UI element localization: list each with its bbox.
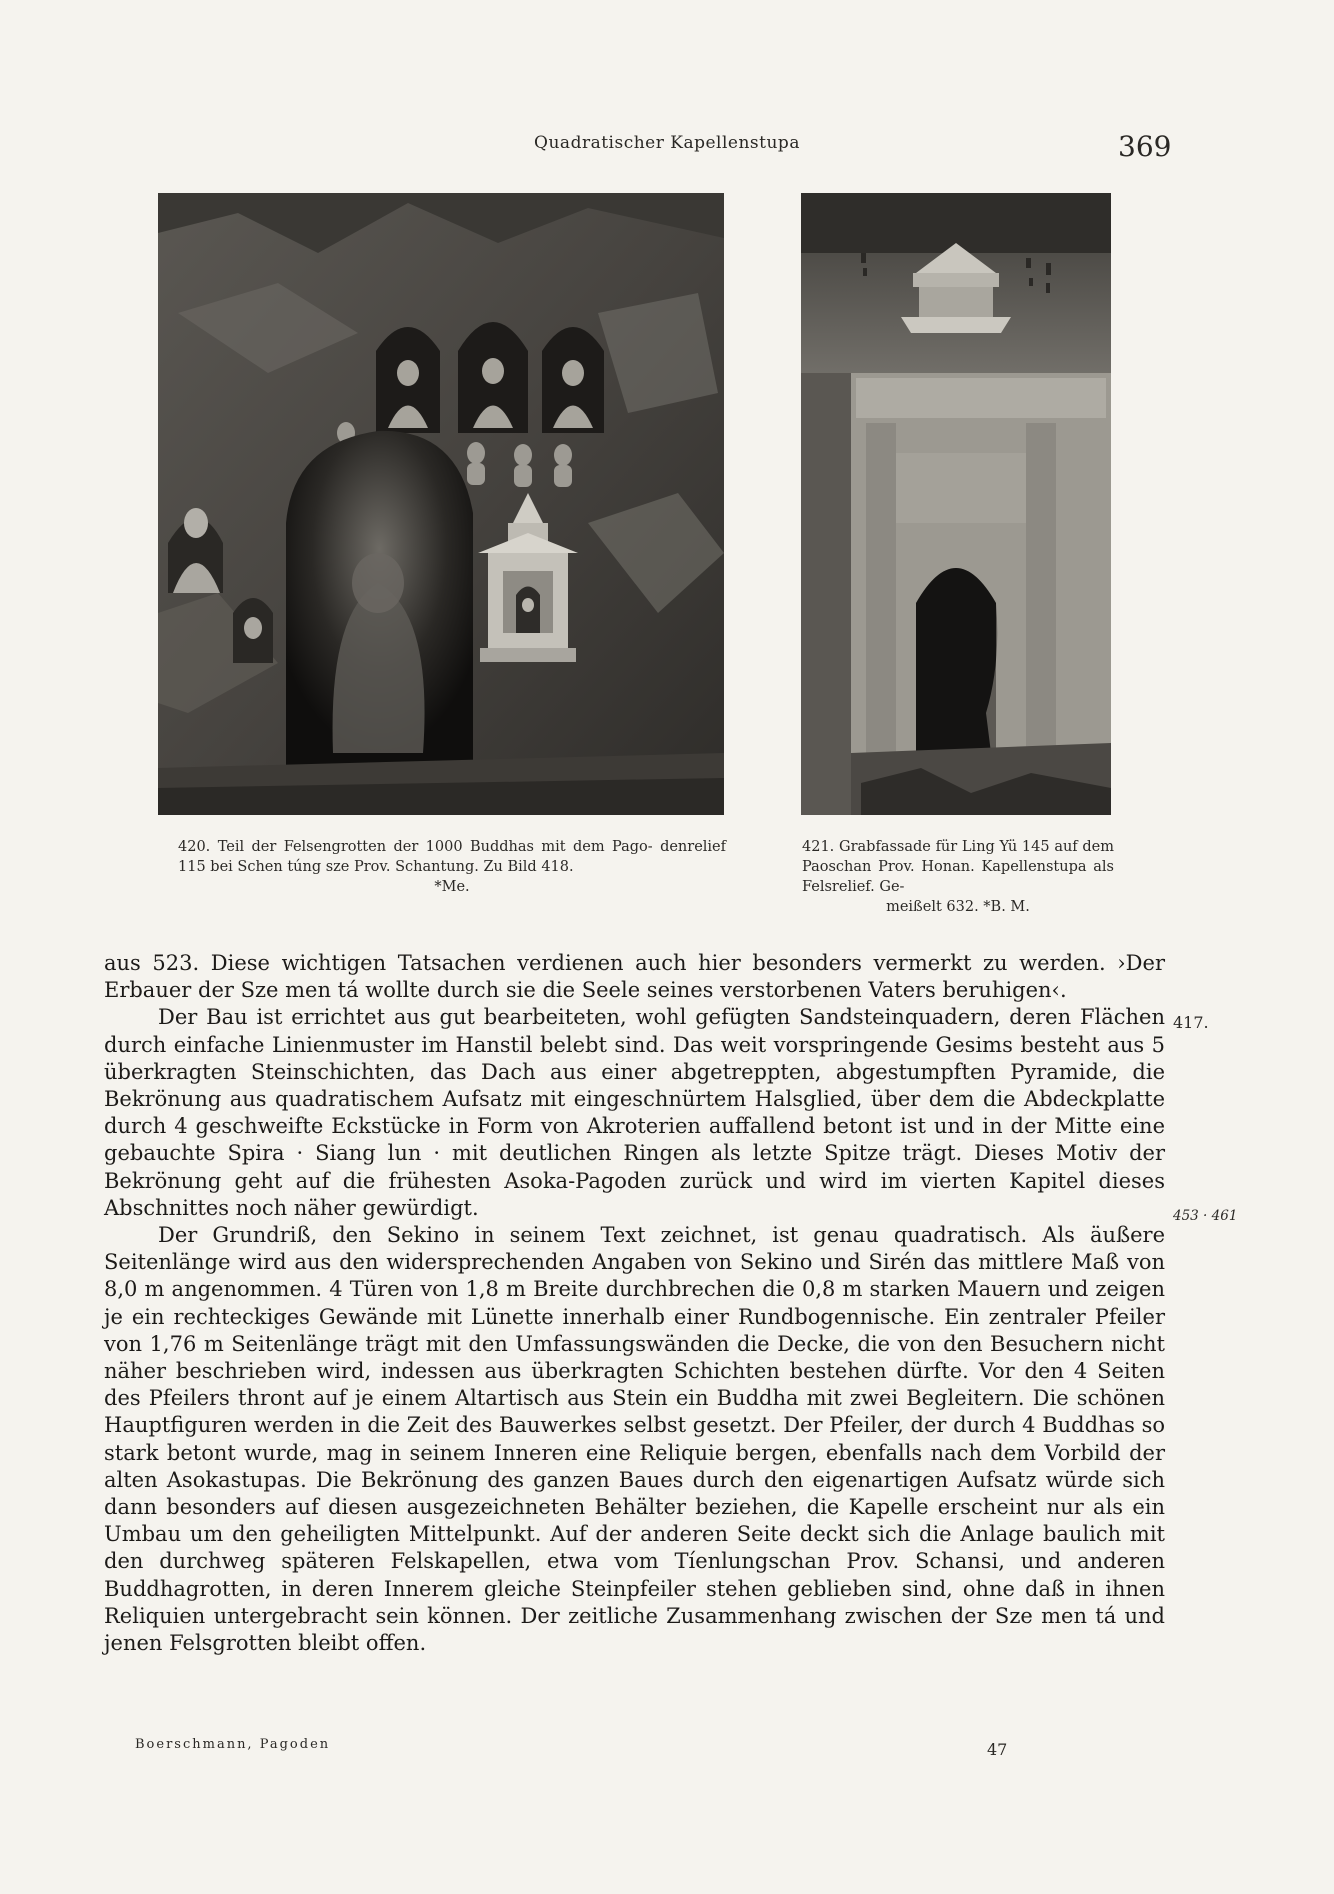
grave-facade-image — [801, 193, 1111, 815]
margin-reference: 453 · 461 — [1173, 1208, 1238, 1224]
caption-credit: *Me. — [434, 879, 470, 895]
caption-credit: meißelt 632. *B. M. — [886, 899, 1030, 915]
caption-line: auf dem Paoschan Prov. Honan. — [802, 839, 1115, 875]
paragraph: Der Bau ist errichtet aus gut bearbeiteten, wohl gefügten Sandsteinquadern, deren Flächen durch einfache Linienmuster im Hanstil belebt sind. Das weit vorspringende Gesims besteht aus 5 überkragten Steinschichten, das Dach aus einer abgetreppten, abgestumpften Pyramide, die Bekrönung aus quadratischem Aufsatz mit eingeschnürtem Halsglied, über dem die Abdeckplatte durch 4 geschweifte Eckstücke in Form von Akroterien auffallend betont ist und in der Mitte eine gebauchte Spira · Siang lun · mit deutlichen Ringen als letzte Spitze trägt. Dieses Motiv der Bekrönung geht auf die frühesten Asoka-Pagoden zurück und wird im vierten Kapitel dieses Abschnittes noch näher gewürdigt. — [104, 1005, 1165, 1220]
page-header-title: Quadratischer Kapellenstupa — [534, 133, 800, 153]
figure-420-caption — [178, 837, 726, 897]
page-number: 369 — [1118, 130, 1172, 163]
figure-421-photo — [801, 193, 1111, 815]
body-text — [104, 950, 1165, 1657]
figure-421-caption — [802, 837, 1114, 917]
margin-reference: 417. — [1173, 1013, 1209, 1032]
rock-grottoes-image — [158, 193, 724, 815]
caption-line: Kapellenstupa als Felsrelief. Ge- — [802, 859, 1115, 895]
figure-420-photo — [158, 193, 724, 815]
footer-author: Boerschmann, Pagoden — [135, 1737, 331, 1752]
paragraph: aus 523. Diese wichtigen Tatsachen verdienen auch hier besonders vermerkt zu werden. ›Der Erbauer der Sze men tá wollte durch sie die Seele seines verstorbenen Vaters beruhigen‹. — [104, 951, 1165, 1003]
caption-line: 421. Grabfassade für Ling Yü 145 — [802, 839, 1050, 855]
paragraph: Der Grundriß, den Sekino in seinem Text zeichnet, ist genau quadratisch. Als äußere Seitenlänge wird aus den widersprechenden Angaben von Sekino und Sirén das mittlere Maß von 8,0 m angenommen. 4 Türen von 1,8 m Breite durchbrechen die 0,8 m starken Mauern und zeigen je ein rechteckiges Gewände mit Lünette innerhalb einer Rundbogennische. Ein zentraler Pfeiler von 1,76 m Seitenlänge trägt mit den Umfassungswänden die Decke, die von den Besuchern nicht näher beschrieben wird, indessen aus überkragten Schichten bestehen dürfte. Vor den 4 Seiten des Pfeilers thront auf je einem Altartisch aus Stein ein Buddha mit zwei Begleitern. Die schönen Hauptfiguren werden in die Zeit des Bauwerkes selbst gesetzt. Der Pfeiler, der durch 4 Buddhas so stark betont wurde, mag in seinem Inneren eine Reliquie bergen, ebenfalls nach dem Vorbild der alten Asokastupas. Die Bekrönung des ganzen Baues durch den eigenartigen Aufsatz würde sich dann besonders auf diesen ausgezeichneten Behälter beziehen, die Kapelle erscheint nur als ein Umbau um den geheiligten Mittelpunkt. Auf der anderen Seite deckt sich die Anlage baulich mit den durchweg späteren Felskapellen, etwa vom Tíenlungschan Prov. Schansi, und anderen Buddhagrotten, in deren Innerem gleiche Steinpfeiler stehen geblieben sind, ohne daß in ihnen Reliquien untergebracht sein können. Der zeitliche Zusammenhang zwischen der Sze men tá und jenen Felsgrotten bleibt offen. — [104, 1223, 1165, 1656]
signature-mark: 47 — [987, 1740, 1008, 1759]
caption-line: denrelief 115 bei Schen túng sze Prov. Schantung. Zu Bild 418. — [178, 839, 726, 875]
caption-line: 420. Teil der Felsengrotten der 1000 Buddhas mit dem Pago- — [178, 839, 653, 855]
